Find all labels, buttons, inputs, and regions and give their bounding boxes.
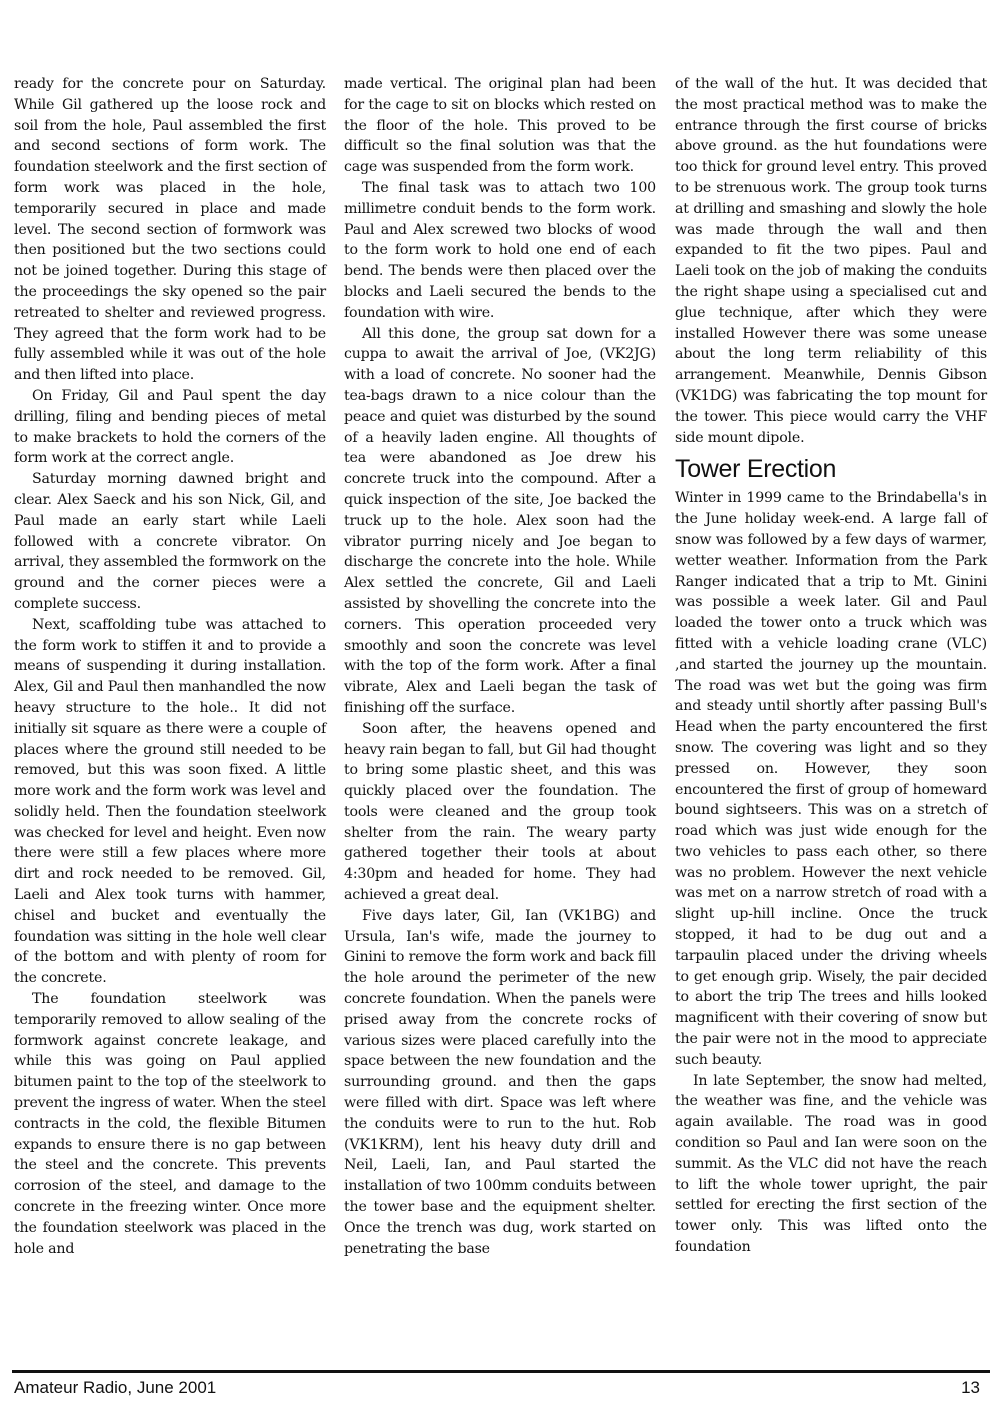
paragraph: Soon after, the heavens opened and heavy rain began to fall, but Gil had thought to bring some plastic sheet, and this was quickly placed over the foundation. The tools were cleaned and the group took shelter from the rain. The weary party gathered together their tools at about 4:30pm and headed for home. They had achieved a great deal. xyxy=(344,720,656,904)
page-number: 13 xyxy=(961,1378,980,1397)
paragraph: The final task was to attach two 100 millimetre conduit bends to the form work. Paul and Alex screwed two blocks of wood to the form work to hold one end of each bend. The bends were then placed over the blocks and Laeli secured the bends to the foundation with wire. xyxy=(344,179,656,321)
paragraph: of the wall of the hut. It was decided that the most practical method was to make the entrance through the first course of bricks above ground. as the hut foundations were too thick for ground level entry. This proved to be strenuous work. The group took turns at drilling and smashing and slowly the hole was made through the wall and then expanded to fit the two pipes. Paul and Laeli took on the job of making the conduits the right shape using a specialised cut and glue technique, after which they were installed However there was some unease about the long term reliability of this arrangement. Meanwhile, Dennis Gibson (VK1DG) was fabricating the top mount for the tower. This piece would carry the VHF side mount dipole. xyxy=(675,76,987,446)
text-column-3 xyxy=(675,74,987,1258)
text-column-1 xyxy=(14,74,326,1259)
paragraph: Next, scaffolding tube was attached to the form work to stiffen it and to provide a means of suspending it during installation. Alex, Gil and Paul then manhandled the now heavy structure to the hole.. It did not initially sit square as there were a couple of places where the ground still needed to be removed, but this was soon fixed. A little more work and the form work was level and solidly held. Then the foundation steelwork was checked for level and height. Even now there were still a few places where more dirt and rock needed to be removed. Gil, Laeli and Alex took turns with hammer, chisel and bucket and eventually the foundation was sitting in the hole well clear of the bottom and with plenty of room for the concrete. xyxy=(14,616,326,987)
paragraph: ready for the concrete pour on Saturday. While Gil gathered up the loose rock and soil from the hole, Paul assembled the first and second sections of form work. The foundation steelwork and the first section of form work was placed in the hole, temporarily secured in place and made level. The second section of formwork was then positioned but the two sections could not be joined together. During this stage of the proceedings the sky opened so the pair retreated to shelter and reviewed progress. They agreed that the form work had to be fully assembled while it was out of the hole and then lifted into place. xyxy=(14,76,326,384)
paragraph: made vertical. The original plan had been for the cage to sit on blocks which rested on the floor of the hole. This proved to be difficult so the final solution was that the cage was suspended from the form work. xyxy=(344,76,656,176)
paragraph: In late September, the snow had melted, the weather was fine, and the vehicle was again available. The road was in good condition so Paul and Ian were soon on the summit. As the VLC did not have the reach to lift the whole tower upright, the pair settled for erecting the first section of the tower only. This was lifted onto the foundation xyxy=(675,1072,987,1256)
publication-footer: Amateur Radio, June 2001 xyxy=(14,1378,217,1397)
paragraph: Five days later, Gil, Ian (VK1BG) and Ursula, Ian's wife, made the journey to Ginini to remove the form work and back fill the hole around the perimeter of the new concrete foundation. When the panels were prised away from the concrete rocks of various sizes were placed carefully into the space between the new foundation and the surrounding ground. and then the gaps were filled with dirt. Space was left where the conduits were to run to the hut. Rob (VK1KRM), lent his heavy duty drill and Neil, Laeli, Ian, and Paul started the installation of two 100mm conduits between the tower base and the equipment shelter. Once the trench was dug, work started on penetrating the base xyxy=(344,907,656,1257)
paragraph: The foundation steelwork was temporarily removed to allow sealing of the formwork against concrete leakage, and while this was going on Paul applied bitumen paint to the top of the steelwork to prevent the ingress of water. When the steel contracts in the cold, the flexible Bitumen expands to ensure there is no gap between the steel and the concrete. This prevents corrosion of the steel, and damage to the concrete in the freezing winter. Once more the foundation steelwork was placed in the hole and xyxy=(14,991,326,1257)
text-column-2 xyxy=(344,74,656,1259)
paragraph: Saturday morning dawned bright and clear. Alex Saeck and his son Nick, Gil, and Paul made an early start while Laeli followed with a concrete vibrator. On arrival, they assembled the formwork on the ground and the corner pieces were a complete success. xyxy=(14,471,326,612)
paragraph: On Friday, Gil and Paul spent the day drilling, filing and bending pieces of metal to make brackets to hold the corners of the form work at the correct angle. xyxy=(14,387,326,467)
section-heading: Tower Erection xyxy=(675,455,837,484)
paragraph: All this done, the group sat down for a cuppa to await the arrival of Joe, (VK2JG) with a load of concrete. No sooner had the tea-bags drawn to a nice colour than the peace and quiet was disturbed by the sound of a heavily laden engine. All thoughts of tea were abandoned as Joe drew his concrete truck into the compound. After a quick inspection of the site, Joe backed the truck up to the hole. Alex soon had the vibrator purring nicely and Joe began to discharge the concrete into the hole. While Alex settled the concrete, Gil and Laeli assisted by shovelling the concrete into the corners. This operation proceeded very smoothly and soon the concrete was level with the top of the form work. After a final vibrate, Alex and Laeli began the task of finishing off the surface. xyxy=(344,325,656,716)
footer-rule xyxy=(12,1370,990,1373)
paragraph: Winter in 1999 came to the Brindabella's in the June holiday week-end. A large fall of snow was followed by a few days of warmer, wetter weather. Information from the Park Ranger indicated that a trip to Mt. Ginini was possible a week later. Gil and Paul loaded the tower onto a truck which was fitted with a vehicle loading crane (VLC) ,and started the journey up the mountain. The road was wet but the going was firm and steady until shortly after passing Bull's Head when the party encountered the first snow. The covering was light and so they pressed on. However, they soon encountered the first of group of homeward bound sightseers. This was on a stretch of road which was just wide enough for the two vehicles to pass each other, so there was no problem. However the next vehicle was met on a narrow stretch of road with a slight up-hill incline. Once the truck stopped, it had to be dug out and a tarpaulin placed under the driving wheels to get enough grip. Wisely, the pair decided to abort the trip The trees and hills looked magnificent with their covering of snow but the pair were not in the mood to appreciate such beauty. xyxy=(675,490,987,1068)
